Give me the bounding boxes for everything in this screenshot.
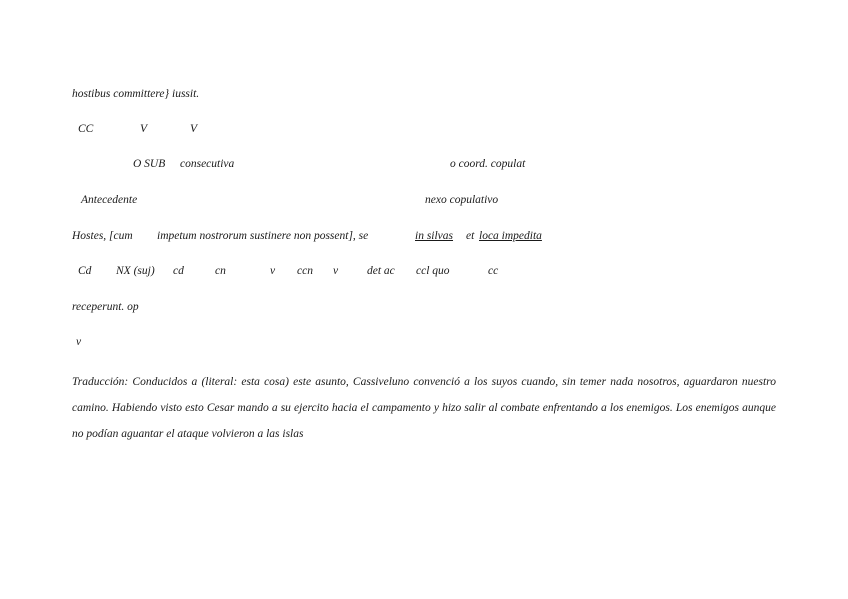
label-cc: CC — [78, 123, 94, 135]
label-cd-2: cd — [173, 265, 184, 277]
label-v-4: v — [333, 265, 339, 277]
label-cc-2: cc — [488, 265, 499, 277]
label-consecutiva: consecutiva — [180, 158, 235, 170]
label-nx-suj: NX (suj) — [116, 265, 155, 277]
label-antecedente: Antecedente — [81, 194, 138, 206]
label-det-ac: det ac — [367, 265, 395, 277]
latin-loca-impedita: loca impedita — [479, 230, 542, 242]
label-cn: cn — [215, 265, 226, 277]
latin-impetum: impetum nostrorum sustinere non possent], se — [157, 230, 369, 242]
label-v-1: V — [140, 123, 148, 135]
label-v-5: v — [76, 336, 82, 348]
latin-hostes: Hostes, [cum — [72, 230, 133, 242]
latin-receperunt: receperunt. op — [72, 301, 139, 313]
label-o-sub: O SUB — [133, 158, 166, 170]
label-cd: Cd — [78, 265, 92, 277]
translation-paragraph: Traducción: Conducidos a (literal: esta cosa) este asunto, Cassiveluno convenció a los suyos cuando, sin temer nada nosotros, aguardaron nuestro camino. Habiendo visto esto Cesar mando a su ejercito hacia el campamento y hizo salir al combate enfrentando a los enemigos. Los enemigos aunque no podían aguantar el ataque volvieron a las islas — [72, 376, 776, 440]
label-v-3: v — [270, 265, 276, 277]
latin-line-hostibus: hostibus committere} iussit. — [72, 88, 200, 100]
label-coord-copulat: o coord. copulat — [450, 158, 526, 170]
latin-in-silvas: in silvas — [415, 230, 454, 242]
latin-et: et — [466, 230, 475, 242]
label-nexo-copulativo: nexo copulativo — [425, 194, 499, 206]
label-ccn: ccn — [297, 265, 313, 277]
label-v-2: V — [190, 123, 198, 135]
label-ccl-quo: ccl quo — [416, 265, 450, 277]
